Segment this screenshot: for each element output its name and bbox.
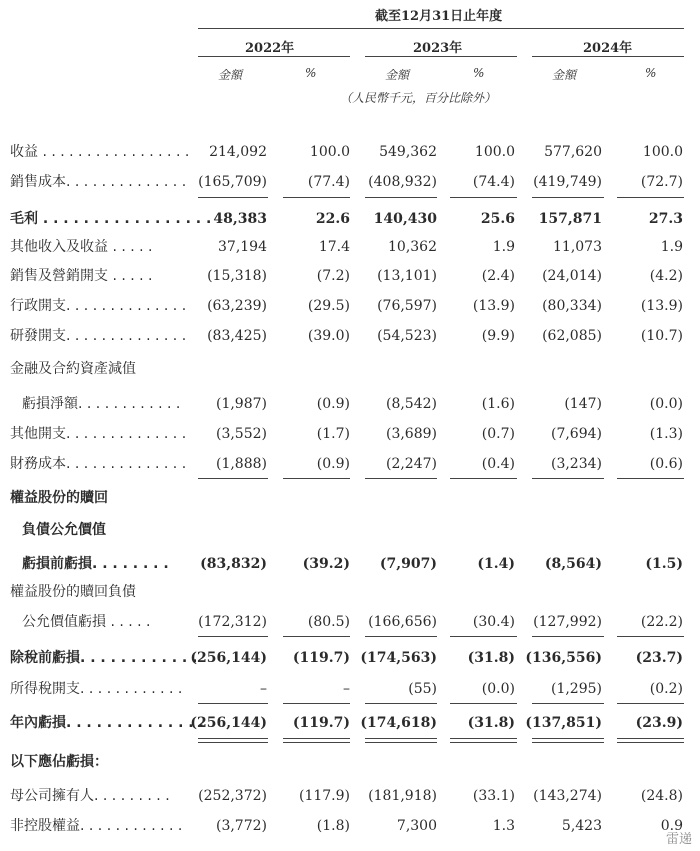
row-fair-value-loss: [0, 610, 700, 634]
year-2023: 2023年: [413, 41, 463, 56]
cell-2022-amount: (83,832): [200, 556, 267, 572]
row-label: 財務成本. . . . . . . . . . . . . .: [10, 456, 187, 472]
row-label: 虧損淨額. . . . . . . . . . . .: [22, 396, 181, 412]
cell-2022-percent: 17.4: [318, 239, 350, 255]
cell-2023-amount: 549,362: [379, 144, 437, 160]
subtotal-rule: [450, 636, 517, 637]
cell-2022-percent: –: [343, 681, 350, 697]
cell-2024-percent: 1.9: [660, 239, 683, 255]
cell-2023-percent: (74.4): [472, 174, 515, 190]
row-non-controlling: [0, 814, 700, 838]
cell-2024-percent: (13.9): [640, 298, 683, 314]
cell-2024-amount: (419,749): [533, 174, 602, 190]
cell-2024-percent: (0.6): [649, 456, 683, 472]
total-double-rule: [198, 738, 268, 743]
cell-2022-amount: (15,318): [207, 268, 267, 284]
cell-2023-percent: (2.4): [481, 268, 515, 284]
total-double-rule: [617, 738, 684, 743]
cell-2024-amount: (127,992): [533, 614, 602, 630]
cell-2022-amount: –: [260, 681, 267, 697]
cell-2022-amount: (3,772): [215, 818, 267, 834]
watermark: 雷递: [665, 832, 692, 847]
row-label: 行政開支. . . . . . . . . . . . . .: [10, 298, 187, 314]
row-impairment-net: [0, 392, 700, 416]
subtotal-rule: [532, 478, 604, 479]
percent-header-2023: %: [473, 66, 485, 80]
cell-2023-amount: (54,523): [377, 328, 437, 344]
cell-2022-amount: 214,092: [209, 144, 267, 160]
subtotal-rule: [450, 703, 517, 704]
cell-2022-percent: (0.9): [316, 456, 350, 472]
cell-2024-amount: (62,085): [542, 328, 602, 344]
subtotal-rule: [617, 636, 684, 637]
subtotal-rule: [365, 636, 437, 637]
row-redemption-liability-heading: [0, 580, 700, 604]
cell-2024-amount: (143,274): [533, 788, 602, 804]
cell-2023-percent: 1.9: [492, 239, 515, 255]
row-admin-expenses: [0, 294, 700, 318]
cell-2023-percent: (0.0): [481, 681, 515, 697]
subtotal-rule: [532, 703, 604, 704]
cell-2024-amount: 5,423: [561, 818, 602, 834]
subtotal-rule: [283, 703, 350, 704]
subtotal-rule: [198, 636, 268, 637]
cell-2023-percent: (33.1): [472, 788, 515, 804]
row-label: 除稅前虧損. . . . . . . . . . . .: [10, 650, 198, 666]
cell-2024-percent: 100.0: [642, 144, 683, 160]
subtotal-rule: [283, 636, 350, 637]
row-label: 母公司擁有人. . . . . . . . .: [10, 788, 170, 804]
cell-2023-amount: 10,362: [388, 239, 437, 255]
cell-2022-percent: (119.7): [292, 650, 350, 666]
cell-2024-percent: (24.8): [640, 788, 683, 804]
row-label: 以下應佔虧損：: [10, 754, 108, 770]
total-double-rule: [532, 738, 604, 743]
row-other-income: [0, 235, 700, 259]
cell-2023-percent: 1.3: [492, 818, 515, 834]
cell-2022-percent: (1.8): [316, 818, 350, 834]
cell-2023-percent: (1.4): [477, 556, 515, 572]
percent-header-2024: %: [645, 66, 657, 80]
cell-2024-amount: (7,694): [550, 426, 602, 442]
cell-2023-percent: (13.9): [472, 298, 515, 314]
cell-2022-amount: 48,383: [213, 211, 267, 227]
row-impairment-heading: [0, 357, 700, 381]
row-selling-expenses: [0, 264, 700, 288]
amount-header-2022: 金額: [218, 68, 243, 82]
subtotal-rule: [365, 703, 437, 704]
cell-2022-amount: (256,144): [190, 650, 267, 666]
subtotal-rule: [365, 197, 437, 198]
cell-2023-percent: (1.6): [481, 396, 515, 412]
row-label: 金融及合約資產減值: [10, 361, 136, 377]
subtotal-rule: [532, 636, 604, 637]
cell-2024-percent: (0.2): [649, 681, 683, 697]
row-label: 收益 . . . . . . . . . . . . . . . . .: [10, 144, 190, 160]
row-other-expenses: [0, 422, 700, 446]
row-label: 公允價值虧損 . . . . .: [22, 614, 151, 630]
cell-2023-amount: (408,932): [368, 174, 437, 190]
cell-2024-amount: (3,234): [550, 456, 602, 472]
cell-2022-percent: (29.5): [307, 298, 350, 314]
total-double-rule: [450, 738, 517, 743]
subtotal-rule: [617, 478, 684, 479]
row-label: 權益股份的贖回負債: [10, 584, 136, 600]
cell-2024-percent: (1.3): [649, 426, 683, 442]
cell-2022-amount: (1,987): [215, 396, 267, 412]
cell-2022-percent: (0.9): [316, 396, 350, 412]
subtotal-rule: [283, 478, 350, 479]
cell-2023-percent: (0.4): [481, 456, 515, 472]
subtotal-rule: [617, 703, 684, 704]
cell-2024-amount: 11,073: [553, 239, 602, 255]
cell-2024-amount: (136,556): [525, 650, 602, 666]
row-label: 所得稅開支. . . . . . . . . . . .: [10, 681, 183, 697]
cell-2024-amount: (147): [564, 396, 602, 412]
cell-2024-amount: 157,871: [538, 211, 602, 227]
cell-2022-percent: (117.9): [298, 788, 350, 804]
cell-2022-amount: (252,372): [198, 788, 267, 804]
cell-2022-percent: (80.5): [307, 614, 350, 630]
cell-2024-amount: (8,564): [544, 556, 602, 572]
cell-2022-amount: (3,552): [215, 426, 267, 442]
subtotal-rule: [450, 478, 517, 479]
cell-2023-percent: (0.7): [481, 426, 515, 442]
subtotal-rule: [198, 478, 268, 479]
cell-2022-amount: (83,425): [207, 328, 267, 344]
cell-2022-amount: 37,194: [218, 239, 267, 255]
cell-2024-percent: (72.7): [640, 174, 683, 190]
cell-2024-amount: (137,851): [525, 715, 602, 731]
cell-2024-amount: 577,620: [544, 144, 602, 160]
cell-2023-percent: (30.4): [472, 614, 515, 630]
cell-2022-percent: (7.2): [316, 268, 350, 284]
subtotal-rule: [450, 197, 517, 198]
row-label: 其他收入及收益 . . . . .: [10, 239, 153, 255]
row-finance-costs: [0, 452, 700, 476]
row-label: 研發開支. . . . . . . . . . . . . .: [10, 328, 187, 344]
cell-2023-amount: (13,101): [377, 268, 437, 284]
cell-2024-percent: 27.3: [648, 211, 683, 227]
cell-2023-amount: (7,907): [379, 556, 437, 572]
cell-2024-percent: (23.7): [635, 650, 683, 666]
cell-2023-amount: (181,918): [368, 788, 437, 804]
total-double-rule: [365, 738, 437, 743]
cell-2023-percent: (31.8): [467, 650, 515, 666]
percent-header-2022: %: [305, 66, 317, 80]
cell-2023-amount: (55): [408, 681, 437, 697]
subtotal-rule: [198, 703, 268, 704]
unit-note: （人民幣千元，百分比除外）: [340, 91, 497, 105]
period-rule: [198, 28, 684, 29]
year-2022: 2022年: [245, 41, 295, 56]
subtotal-rule: [532, 197, 604, 198]
cell-2023-percent: 25.6: [480, 211, 515, 227]
cell-2023-amount: (166,656): [368, 614, 437, 630]
cell-2024-percent: (1.5): [645, 556, 683, 572]
cell-2024-amount: (1,295): [550, 681, 602, 697]
cell-2024-amount: (80,334): [542, 298, 602, 314]
cell-2022-percent: (39.0): [307, 328, 350, 344]
row-label: 非控股權益. . . . . . . . . . . .: [10, 818, 183, 834]
row-label: 年內虧損. . . . . . . . . . . . . .: [10, 715, 204, 731]
row-loss-for-year: [0, 711, 700, 735]
subtotal-rule: [198, 197, 268, 198]
row-label: 其他開支. . . . . . . . . . . . . .: [10, 426, 187, 442]
cell-2023-amount: (8,542): [385, 396, 437, 412]
cell-2023-amount: (3,689): [385, 426, 437, 442]
row-revenue: [0, 140, 700, 164]
cell-2023-amount: (174,618): [360, 715, 437, 731]
cell-2022-amount: (256,144): [190, 715, 267, 731]
cell-2022-percent: (77.4): [307, 174, 350, 190]
cell-2022-amount: (165,709): [198, 174, 267, 190]
row-gross-profit: [0, 207, 700, 231]
cell-2023-amount: (174,563): [360, 650, 437, 666]
cell-2023-percent: (9.9): [481, 328, 515, 344]
cell-2023-amount: 140,430: [373, 211, 437, 227]
subtotal-rule: [617, 197, 684, 198]
cell-2024-percent: (23.9): [635, 715, 683, 731]
row-label: 負債公允價值: [22, 522, 106, 538]
row-label: 銷售成本. . . . . . . . . . . . . .: [10, 174, 187, 190]
period-heading: 截至12月31日止年度: [375, 9, 503, 24]
year-rule-2023: [365, 56, 517, 57]
cell-2022-amount: (63,239): [207, 298, 267, 314]
cell-2022-amount: (1,888): [215, 456, 267, 472]
subtotal-rule: [283, 197, 350, 198]
cell-2022-percent: 100.0: [309, 144, 350, 160]
cell-2022-percent: 22.6: [315, 211, 350, 227]
row-cost-of-sales: [0, 170, 700, 194]
amount-header-2023: 金額: [385, 68, 410, 82]
row-label: 虧損前虧損. . . . . . . .: [22, 556, 169, 572]
cell-2024-percent: (4.2): [649, 268, 683, 284]
row-label: 權益股份的贖回: [10, 490, 108, 506]
row-attributable-heading: [0, 750, 700, 774]
cell-2024-percent: (10.7): [640, 328, 683, 344]
total-double-rule: [283, 738, 350, 743]
cell-2022-percent: (1.7): [316, 426, 350, 442]
year-rule-2022: [198, 56, 350, 57]
cell-2022-amount: (172,312): [198, 614, 267, 630]
cell-2024-amount: (24,014): [542, 268, 602, 284]
cell-2024-percent: (0.0): [649, 396, 683, 412]
cell-2023-percent: 100.0: [474, 144, 515, 160]
subtotal-rule: [365, 478, 437, 479]
row-income-tax: [0, 677, 700, 701]
row-loss-before-tax: [0, 646, 700, 670]
cell-2022-percent: (119.7): [292, 715, 350, 731]
amount-header-2024: 金額: [552, 68, 577, 82]
row-label: 毛利 . . . . . . . . . . . . . . . . .: [10, 211, 212, 227]
cell-2023-amount: (2,247): [385, 456, 437, 472]
row-redemption-heading-1: [0, 486, 700, 510]
row-redemption-heading-2: [0, 518, 700, 542]
cell-2023-percent: (31.8): [467, 715, 515, 731]
cell-2024-percent: 0.9: [660, 818, 683, 834]
row-rnd-expenses: [0, 324, 700, 348]
row-label: 銷售及營銷開支 . . . . .: [10, 268, 153, 284]
year-rule-2024: [532, 56, 684, 57]
cell-2024-percent: (22.2): [640, 614, 683, 630]
year-2024: 2024年: [583, 41, 633, 56]
row-owners-of-parent: [0, 784, 700, 808]
row-loss-before-fv: [0, 552, 700, 576]
cell-2023-amount: 7,300: [396, 818, 437, 834]
cell-2022-percent: (39.2): [302, 556, 350, 572]
cell-2023-amount: (76,597): [377, 298, 437, 314]
